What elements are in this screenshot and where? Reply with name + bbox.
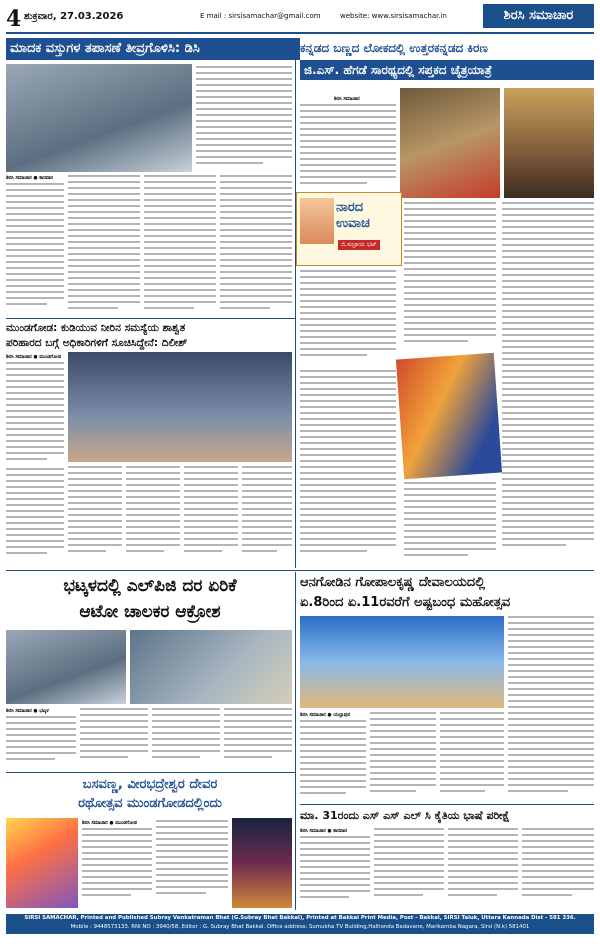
yakshagana-photo-1 xyxy=(400,88,500,198)
mundgod-water-byline: ಶಿರಸಿ ಸಮಾಚಾರ ● ಮುಂಡಗೋಡ xyxy=(6,355,61,360)
drugs-meeting-photo xyxy=(6,64,192,172)
basavanna-headline-2: ರಥೋತ್ಸವ ಮುಂಡಗೋಡದಲ್ಲಿಂದು xyxy=(78,796,222,811)
drugs-body-col4 xyxy=(144,175,216,313)
imprint-footer xyxy=(6,914,594,934)
sslc-headline: ಮಾ. 31ರಂದು ಎಸ್ ಎಸ್ ಎಲ್ ಸಿ ಕೈತಿಯ ಭಾಷೆ ಪರೀಕ್ಷೆ xyxy=(300,809,510,822)
page-number: 4 xyxy=(6,6,22,32)
sslc-body-col4 xyxy=(522,828,594,908)
yakshagana-byline: ಶಿರಸಿ ಸಮಾಚಾರ xyxy=(334,97,360,102)
basavanna-byline: ಶಿರಸಿ ಸಮಾಚಾರ ● ಮುಂಡಗೋಡ xyxy=(82,821,137,826)
yakshagana-body-col6 xyxy=(404,482,496,566)
bhatkal-headline-2: ಆಟೋ ಚಾಲಕರ ಆಕ್ರೋಶ xyxy=(79,602,221,622)
sslc-byline: ಶಿರಸಿ ಸಮಾಚಾರ ● ಕಾರವಾರ xyxy=(300,829,347,834)
book-cover-photo xyxy=(396,353,502,480)
yakshagana-body-col3 xyxy=(404,202,496,352)
bhatkal-headline-1: ಭಟ್ಕಳದಲ್ಲಿ ಎಲ್‌ಪಿಜಿ ದರ ಏರಿಕೆ xyxy=(63,576,237,596)
narada-author: ಜಿ.ಸುಬ್ರಾಯ ಭಟ್ xyxy=(338,240,380,250)
drugs-headline: ಮಾದಕ ವಸ್ತುಗಳ ತಪಾಸಣೆ ತೀವ್ರಗೊಳಿಸಿ: ಡಿಸಿ xyxy=(6,38,300,60)
mundgod-water-body-col2 xyxy=(6,468,64,568)
bhatkal-body-col1 xyxy=(6,716,76,768)
gopalakrishna-body-col4 xyxy=(440,712,504,802)
bhatkal-protest-photo-1 xyxy=(6,630,126,704)
drugs-body-col2 xyxy=(6,183,64,313)
mundgod-water-body-col1 xyxy=(6,362,64,470)
issue-date: ಶುಕ್ರವಾರ, 27.03.2026 xyxy=(24,11,124,22)
masthead-rule xyxy=(6,32,594,34)
mundgod-meeting-photo xyxy=(68,352,292,462)
sslc-body-col3 xyxy=(448,828,518,908)
drugs-body-col1 xyxy=(196,66,292,174)
narada-title-2: ಉವಾಚ xyxy=(336,216,370,231)
basavanna-deity-photo xyxy=(6,818,78,908)
bhatkal-byline: ಶಿರಸಿ ಸಮಾಚಾರ ● ಭಟ್ಕಳ xyxy=(6,709,49,714)
mundgod-water-headline-1: ಮುಂಡಗೋಡ: ಕುಡಿಯುವ ನೀರಿನ ಸಮಸ್ಯೆಯ ಶಾಶ್ವತ xyxy=(6,322,186,334)
sslc-body-col2 xyxy=(374,828,444,908)
bhatkal-body-col4 xyxy=(224,708,292,768)
section-rule-3 xyxy=(6,772,296,773)
column-divider-lower xyxy=(295,572,296,910)
bhatkal-body-col3 xyxy=(152,708,220,768)
newspaper-brand: ಶಿರಸಿ ಸಮಾಚಾರ xyxy=(483,4,594,28)
gopalakrishna-body-col2 xyxy=(300,720,366,802)
mundgod-water-body-col4 xyxy=(126,466,180,566)
narada-title-1: ನಾರದ xyxy=(336,200,364,215)
mundgod-water-body-col5 xyxy=(184,466,238,566)
yakshagana-photo-2 xyxy=(504,88,594,198)
drugs-body-col3 xyxy=(68,175,140,313)
yakshagana-body-col1 xyxy=(300,104,396,190)
yakshagana-body-col2 xyxy=(300,270,396,364)
mundgod-water-body-col3 xyxy=(68,466,122,566)
yakshagana-headline-2: ಜಿ.ಎಸ್. ಹೆಗಡೆ ಸಾರಥ್ಯದಲ್ಲಿ ಸಪ್ತಕದ ಚೈತ್ರಯಾತ್ರೆ xyxy=(300,60,594,80)
drugs-byline: ಶಿರಸಿ ಸಮಾಚಾರ ● ಕಾರವಾರ xyxy=(6,176,53,181)
section-rule-2 xyxy=(6,570,594,571)
section-rule-4 xyxy=(300,804,594,805)
chariot-night-photo xyxy=(232,818,292,908)
basavanna-body-col2 xyxy=(156,820,228,908)
gopalakrishna-headline-1: ಆನಗೋಡಿನ ಗೋಪಾಲಕೃಷ್ಣ ದೇವಾಲಯದಲ್ಲಿ xyxy=(300,575,486,590)
mundgod-water-body-col6 xyxy=(242,466,292,566)
gopalakrishna-body-col3 xyxy=(370,712,436,802)
yakshagana-headline-1: ಕನ್ನಡದ ಬಣ್ಣದ ಲೋಕದಲ್ಲಿ ಉತ್ತರಕನ್ನಡದ ಕಿರಣ xyxy=(300,41,488,55)
gopalakrishna-headline-2: ಏ.8ರಿಂದ ಏ.11ರವರೆಗೆ ಅಷ್ಟಬಂಧ ಮಹೋತ್ಸವ xyxy=(300,595,511,610)
temple-release-photo xyxy=(300,616,504,708)
mundgod-water-headline-2: ಪರಿಹಾರದ ಬಗ್ಗೆ ಅಧಿಕಾರಿಗಳಿಗೆ ಸೂಚಿಸಿದ್ದೇನೆ: ದಿಲೀಶ್ xyxy=(6,337,188,349)
basavanna-body-col1 xyxy=(82,828,152,908)
gopalakrishna-body-col1 xyxy=(508,616,594,802)
gopalakrishna-byline: ಶಿರಸಿ ಸಮಾಚಾರ ● ಯಲ್ಲಾಪುರ xyxy=(300,713,351,718)
basavanna-headline-1: ಬಸವಣ್ಣ, ವೀರಭದ್ರೇಶ್ವರ ದೇವರ xyxy=(82,777,218,792)
imprint-line-2: Mobile : 9448573133. RNI NO : 3940/58, Editor : G. Subray Bhat Bakkal. Office address: Sumukha TV Building,Halhonda Badavane, Marikamba Nagara, Sirsi (N.k) 581401 xyxy=(70,924,530,930)
narada-portrait xyxy=(300,198,334,244)
column-divider xyxy=(295,38,296,568)
contact-email: E mail : sirsisamachar@gmail.com xyxy=(200,12,321,20)
drugs-body-col5 xyxy=(220,175,292,313)
imprint-line-1: SIRSI SAMACHAR, Printed and Published Subray Venkatraman Bhat (G.Subray Bhat Bakkal), Printed at Bakkal Print Media, Post - Bakkal, SIRSI Taluk, Uttara Kannada Dist - 581 336. xyxy=(24,915,576,921)
sslc-body-col1 xyxy=(300,836,370,908)
bhatkal-body-col2 xyxy=(80,708,148,768)
yakshagana-body-col5 xyxy=(300,370,396,566)
yakshagana-body-col4 xyxy=(502,202,594,568)
section-rule-1 xyxy=(6,318,296,319)
website-link[interactable]: website: www.sirsisamachar.in xyxy=(340,12,447,20)
bhatkal-protest-photo-2 xyxy=(130,630,292,704)
